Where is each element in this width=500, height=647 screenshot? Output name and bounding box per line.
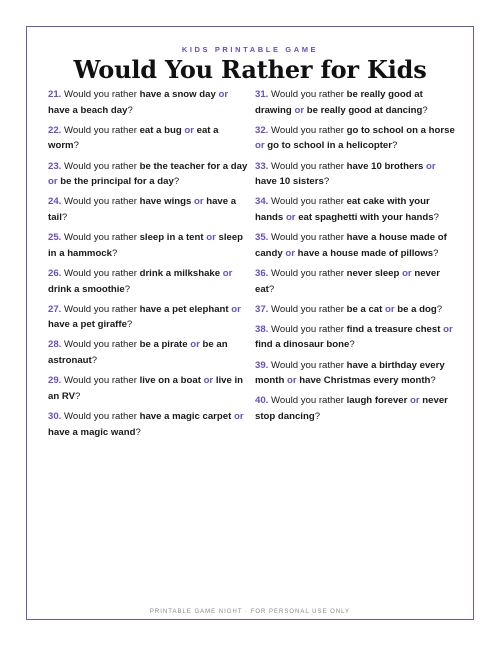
question-lead: Would you rather <box>64 160 137 172</box>
option-a: be a cat <box>346 303 383 315</box>
option-a: have wings <box>139 196 192 208</box>
or-word: or <box>410 395 420 407</box>
or-word: or <box>285 247 295 259</box>
question-lead: Would you rather <box>271 124 344 136</box>
option-a: live on a boat <box>139 375 201 387</box>
questions-left-column <box>48 87 248 445</box>
or-word: or <box>443 323 453 335</box>
option-a: be really good at drawing <box>255 89 423 116</box>
question-item <box>255 358 455 389</box>
option-a: find a treasure chest <box>346 323 441 335</box>
question-number: 28. <box>48 339 62 351</box>
question-item <box>48 123 248 154</box>
option-b: be a dog <box>397 303 437 315</box>
footer: PRINTABLE GAME NIGHT · FOR PERSONAL USE ONLY <box>149 609 351 615</box>
question-lead: Would you rather <box>271 196 344 208</box>
question-item <box>255 302 455 318</box>
option-b: have a magic wand <box>48 426 136 438</box>
option-a: eat cake with your hands <box>255 196 430 223</box>
option-a: eat a bug <box>139 124 182 136</box>
question-item <box>255 230 455 261</box>
question-lead: Would you rather <box>64 89 137 100</box>
option-b: sleep in a hammock <box>48 232 244 259</box>
question-mark: ? <box>91 355 98 367</box>
or-word: or <box>285 211 296 223</box>
question-lead: Would you rather <box>271 160 344 172</box>
option-b: have a beach day <box>48 104 128 116</box>
question-lead: Would you rather <box>64 124 137 136</box>
or-word: or <box>426 160 436 172</box>
question-item <box>48 194 248 225</box>
question-number: 39. <box>255 359 269 371</box>
kicker: KIDS PRINTABLE GAME <box>181 45 319 54</box>
question-lead: Would you rather <box>271 232 344 244</box>
question-lead: Would you rather <box>64 375 137 387</box>
question-mark: ? <box>433 211 439 223</box>
question-item <box>255 322 455 353</box>
option-b: be really good at dancing <box>306 104 423 116</box>
question-item <box>255 123 455 154</box>
question-mark: ? <box>323 176 330 188</box>
question-number: 30. <box>48 411 62 423</box>
question-item <box>255 266 455 297</box>
option-b: live in an RV <box>48 375 244 402</box>
option-a: have a birthday every month <box>255 359 445 387</box>
question-number: 24. <box>48 196 62 208</box>
option-a: have a magic carpet <box>139 411 232 423</box>
option-a: be the teacher for a day <box>139 160 248 172</box>
or-word: or <box>222 267 233 279</box>
question-number: 33. <box>255 160 269 172</box>
question-item <box>255 159 455 190</box>
option-b: never eat <box>255 267 440 295</box>
question-lead: Would you rather <box>64 196 137 208</box>
question-item <box>48 266 248 297</box>
or-word: or <box>384 303 395 315</box>
question-mark: ? <box>126 319 133 331</box>
question-mark: ? <box>349 339 355 351</box>
question-item <box>48 302 248 333</box>
option-b: eat a worm <box>48 124 219 152</box>
option-b: drink a smoothie <box>48 283 125 295</box>
or-word: or <box>203 375 214 387</box>
or-word: or <box>231 303 241 315</box>
or-word: or <box>190 339 200 351</box>
or-word: or <box>218 89 229 100</box>
question-number: 34. <box>255 196 269 208</box>
question-item <box>48 409 248 440</box>
question-lead: Would you rather <box>271 89 344 100</box>
question-mark: ? <box>436 303 443 315</box>
question-mark: ? <box>73 140 79 152</box>
or-word: or <box>255 140 265 152</box>
option-b: be an astronaut <box>48 339 228 367</box>
question-mark: ? <box>430 375 436 387</box>
question-mark: ? <box>111 247 118 259</box>
question-lead: Would you rather <box>271 323 344 335</box>
or-word: or <box>193 196 204 208</box>
question-number: 38. <box>255 323 269 335</box>
question-lead: Would you rather <box>271 395 344 407</box>
question-mark: ? <box>127 104 133 116</box>
question-number: 37. <box>255 303 269 315</box>
option-b: have a pet giraffe <box>48 319 127 331</box>
option-a: drink a milkshake <box>139 267 221 279</box>
question-lead: Would you rather <box>64 303 137 315</box>
option-b: have a tail <box>48 196 237 223</box>
questions-right-column <box>255 87 455 429</box>
question-lead: Would you rather <box>64 232 137 244</box>
option-b: be the principal for a day <box>60 176 174 188</box>
question-number: 22. <box>48 124 62 136</box>
option-a: sleep in a tent <box>139 232 204 244</box>
question-item <box>255 194 455 225</box>
question-mark: ? <box>422 104 428 116</box>
option-b: have 10 sisters <box>255 176 324 188</box>
option-a: be a pirate <box>139 339 188 351</box>
option-a: go to school on a horse <box>346 124 455 136</box>
option-b: find a dinosaur bone <box>255 339 350 351</box>
or-word: or <box>402 267 412 279</box>
option-a: have a house made of candy <box>255 232 447 259</box>
question-lead: Would you rather <box>64 339 137 351</box>
question-lead: Would you rather <box>271 359 344 371</box>
or-word: or <box>233 411 244 423</box>
question-mark: ? <box>433 247 439 259</box>
or-word: or <box>206 232 216 244</box>
question-number: 35. <box>255 232 269 244</box>
question-mark: ? <box>314 411 321 423</box>
question-item <box>48 230 248 261</box>
or-word: or <box>48 176 58 188</box>
question-number: 29. <box>48 375 62 387</box>
question-mark: ? <box>268 283 275 295</box>
option-a: laugh forever <box>346 395 408 407</box>
or-word: or <box>294 104 305 116</box>
question-mark: ? <box>135 426 141 438</box>
or-word: or <box>286 375 297 387</box>
question-mark: ? <box>61 211 68 223</box>
question-item <box>48 373 248 404</box>
question-item <box>255 393 455 424</box>
option-b: have Christmas every month <box>299 375 431 387</box>
option-b: never stop dancing <box>255 395 448 423</box>
option-b: go to school in a helicopter <box>267 140 392 152</box>
question-mark: ? <box>75 390 81 402</box>
or-word: or <box>184 124 194 136</box>
option-a: have a snow day <box>139 89 216 100</box>
question-item <box>255 87 455 118</box>
question-number: 32. <box>255 124 269 136</box>
option-a: have 10 brothers <box>346 160 424 172</box>
question-number: 27. <box>48 303 62 315</box>
option-a: never sleep <box>346 267 400 279</box>
question-item <box>48 87 248 118</box>
option-b: eat spaghetti with your hands <box>298 211 434 223</box>
question-number: 23. <box>48 160 62 172</box>
question-number: 21. <box>48 89 62 100</box>
question-number: 31. <box>255 89 269 100</box>
question-lead: Would you rather <box>271 303 344 315</box>
question-lead: Would you rather <box>64 411 137 423</box>
question-item <box>48 337 248 368</box>
option-a: have a pet elephant <box>139 303 229 315</box>
question-number: 40. <box>255 395 269 407</box>
question-mark: ? <box>124 283 131 295</box>
question-lead: Would you rather <box>64 267 137 279</box>
question-number: 25. <box>48 232 62 244</box>
option-b: have a house made of pillows <box>297 247 434 259</box>
question-item <box>48 159 248 190</box>
question-mark: ? <box>392 140 398 152</box>
question-mark: ? <box>173 176 180 188</box>
question-lead: Would you rather <box>271 267 344 279</box>
page-title: Would You Rather for Kids <box>73 55 427 84</box>
question-number: 36. <box>255 267 269 279</box>
question-number: 26. <box>48 267 62 279</box>
